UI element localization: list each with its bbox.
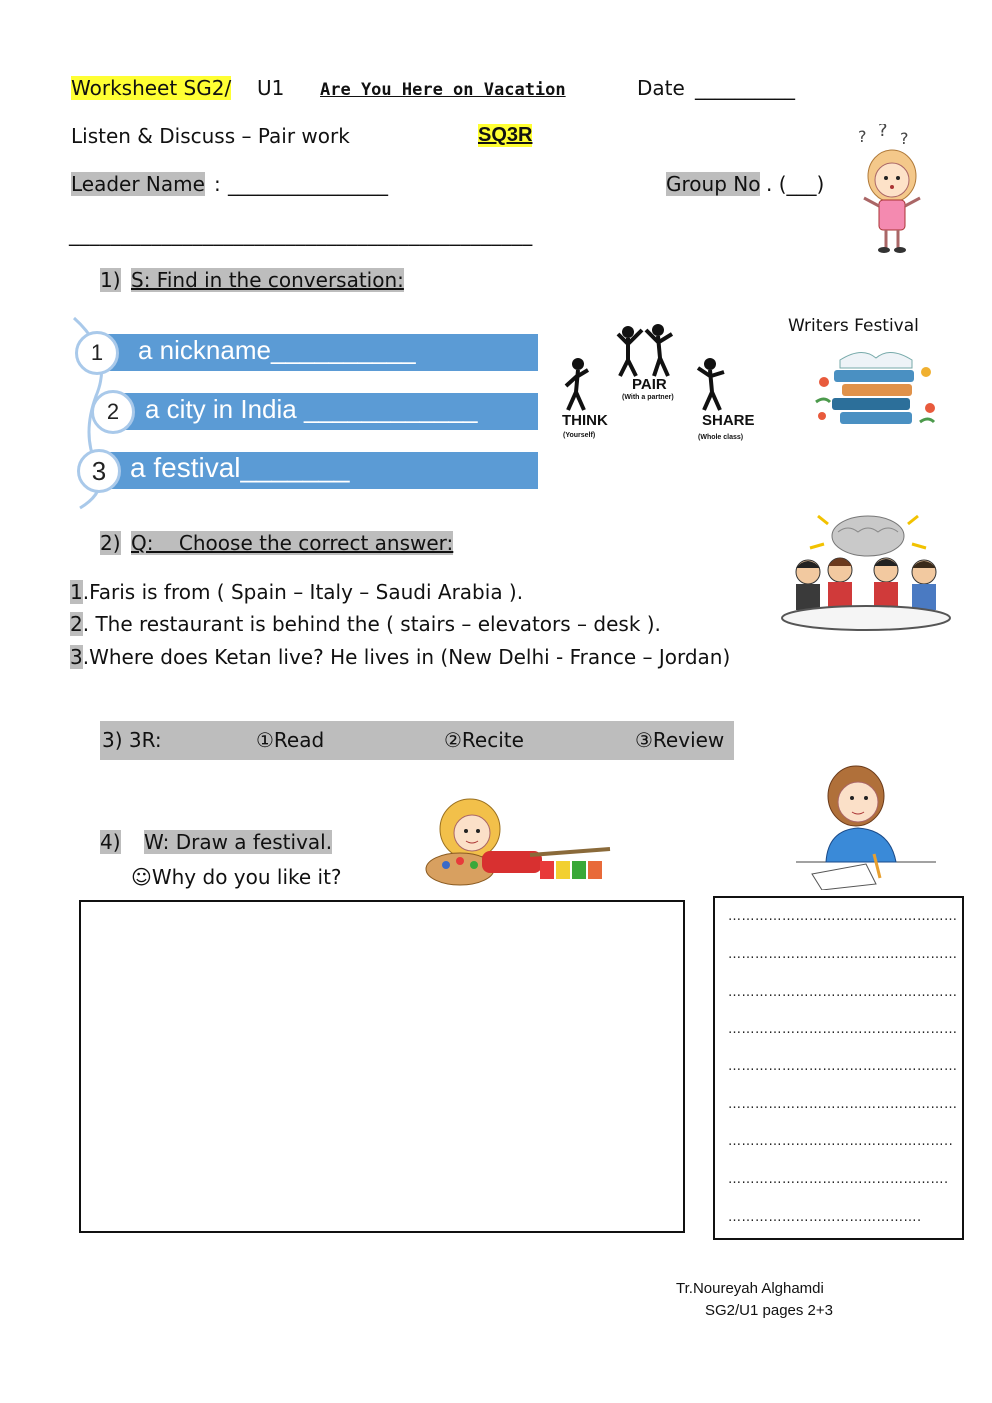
find-bar-1 — [96, 334, 538, 371]
think-pair-share-illustration — [558, 312, 758, 447]
date-blank[interactable]: __________ — [695, 76, 795, 100]
writing-line[interactable]: ……………………………………. — [728, 1210, 922, 1225]
date-label: Date — [637, 76, 685, 100]
share-sublabel: (Whole class) — [698, 434, 744, 441]
pair-label: PAIR — [632, 376, 667, 393]
sq3r-badge: SQ3R — [478, 124, 533, 146]
long-answer-line[interactable]: _____________________________________________ — [69, 222, 533, 246]
group-no-label: Group No — [666, 172, 761, 196]
find-bar-2 — [112, 393, 538, 430]
question-2-text[interactable]: . The restaurant is behind the ( stairs – elevators – desk ). — [82, 612, 661, 636]
writing-line[interactable]: …………………………………………… — [728, 947, 958, 962]
svg-text:?: ? — [858, 127, 867, 146]
section1-number: 1) — [100, 268, 121, 292]
thinking-girl-illustration — [796, 758, 936, 890]
writers-festival-caption: Writers Festival — [788, 316, 919, 336]
leader-colon: : — [214, 172, 221, 196]
leader-name-blank[interactable]: ________________ — [228, 172, 388, 196]
question-1-number: 1 — [70, 580, 83, 604]
svg-text:?: ? — [878, 124, 888, 141]
section2-number: 2) — [100, 531, 121, 555]
painter-girl-illustration — [420, 795, 616, 889]
question-2-number: 2 — [70, 612, 83, 636]
question-2 — [70, 612, 661, 636]
think-label: THINK — [562, 412, 608, 429]
confused-girl-illustration — [852, 124, 932, 254]
worksheet-title: Are You Here on Vacation — [320, 80, 566, 100]
svg-text:?: ? — [900, 129, 909, 148]
listen-discuss-label: Listen & Discuss – Pair work — [71, 124, 350, 148]
unit-label: U1 — [257, 76, 285, 100]
section1-heading: S: Find in the conversation: — [131, 268, 404, 292]
writing-line[interactable]: …………………………………………… — [728, 1097, 958, 1112]
group-discussion-illustration — [778, 508, 956, 636]
page-reference: SG2/U1 pages 2+3 — [705, 1302, 834, 1319]
writing-line[interactable]: …………………………………………… — [728, 1022, 958, 1037]
find-item-1-text[interactable]: a nickname__________ — [138, 335, 416, 365]
drawing-area[interactable] — [79, 900, 685, 1233]
writing-line[interactable]: …………………………………………… — [728, 1059, 958, 1074]
question-3-number: 3 — [70, 645, 83, 669]
find-number-1: 1 — [75, 331, 119, 375]
step-read: ①Read — [256, 728, 325, 752]
writing-line[interactable]: ………………………………………….. — [728, 1134, 954, 1149]
writing-line[interactable]: …………………………………………… — [728, 909, 958, 924]
section4-prompt: ☺Why do you like it? — [131, 865, 342, 889]
find-item-3-text[interactable]: a festival_______ — [130, 452, 350, 483]
question-3 — [70, 645, 730, 669]
step-review: ③Review — [635, 728, 725, 752]
find-number-3: 3 — [77, 449, 121, 493]
worksheet-label: Worksheet SG2/ — [71, 76, 232, 100]
step-recite: ②Recite — [444, 728, 524, 752]
share-label: SHARE — [702, 412, 755, 429]
question-1-text[interactable]: .Faris is from ( Spain – Italy – Saudi Arabia ). — [82, 580, 524, 604]
question-3-text[interactable]: .Where does Ketan live? He lives in (New Delhi - France – Jordan) — [82, 645, 731, 669]
leader-name-label: Leader Name — [71, 172, 205, 196]
think-sublabel: (Yourself) — [563, 432, 596, 439]
section3-label: 3) 3R: — [102, 728, 162, 752]
writing-line[interactable]: …………………………………………… — [728, 985, 958, 1000]
books-stack-illustration — [812, 342, 942, 436]
section4-number: 4) — [100, 830, 121, 854]
writing-line[interactable]: …………………………………………. — [728, 1172, 949, 1187]
section3-bar — [100, 721, 734, 760]
find-number-2: 2 — [91, 390, 135, 434]
section2-heading: Q: Choose the correct answer: — [131, 531, 454, 555]
teacher-name: Tr.Noureyah Alghamdi — [676, 1280, 824, 1297]
find-item-2-text[interactable]: a city in India ____________ — [145, 394, 478, 424]
group-no-blank[interactable]: . (___) — [766, 172, 825, 196]
section4-heading: W: Draw a festival. — [144, 830, 333, 854]
question-1 — [70, 580, 523, 604]
pair-sublabel: (With a partner) — [622, 394, 674, 401]
find-bar-3 — [96, 452, 538, 489]
